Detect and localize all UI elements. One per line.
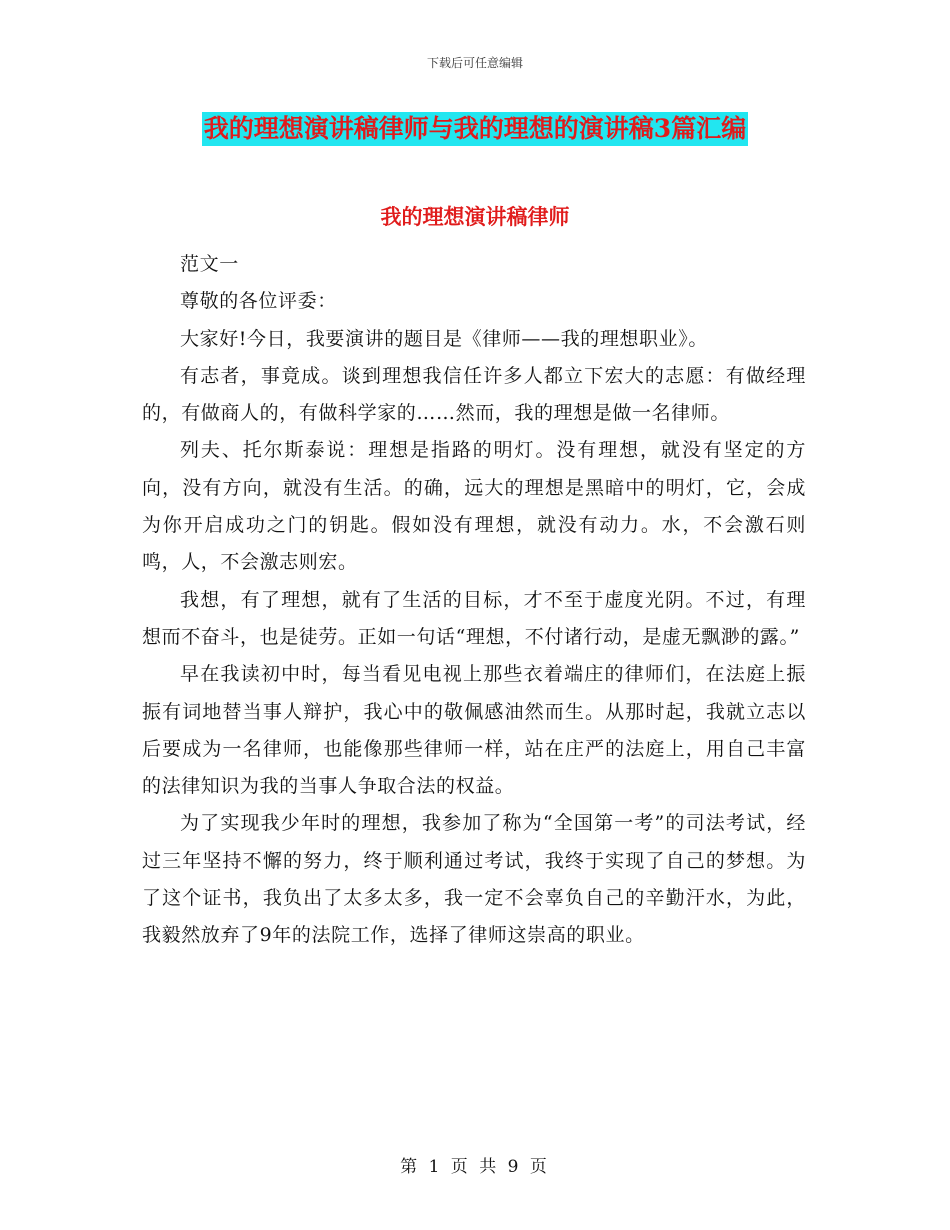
paragraph: 大家好!今日，我要演讲的题目是《律师——我的理想职业》。 [180,327,708,350]
paragraph: 我想，有了理想，就有了生活的目标，才不至于虚度光阴。不过，有理想而不奋斗，也是徒劳。正如一句话“理想，不付诸行动，是虚无飘渺的露。” [142,588,806,648]
page-number: 第 1 页 共 9 页 [400,1157,550,1177]
paragraph: 有志者，事竟成。谈到理想我信任许多人都立下宏大的志愿：有做经理的，有做商人的，有做科学家的……然而，我的理想是做一名律师。 [142,364,806,425]
body-text [142,246,806,955]
document-title-wrap [0,112,950,146]
paragraph: 早在我读初中时，每当看见电视上那些衣着端庄的律师们，在法庭上振振有词地替当事人辩护，我心中的敬佩感油然而生。从那时起，我就立志以后要成为一名律师，也能像那些律师一样，站在庄严的法庭上，用自己丰富的法律知识为我的当事人争取合法的权益。 [142,663,806,798]
paragraph: 范文一 [180,253,239,275]
paragraph: 尊敬的各位评委： [180,290,337,313]
paragraph: 为了实现我少年时的理想，我参加了称为“全国第一考”的司法考试，经过三年坚持不懈的努力，终于顺利通过考试，我终于实现了自己的梦想。为了这个证书，我负出了太多太多，我一定不会辜负自己的辛勤汗水，为此，我毅然放弃了9年的法院工作，选择了律师这崇高的职业。 [142,812,806,947]
document-title: 我的理想演讲稿律师与我的理想的演讲稿3篇汇编 [202,112,748,146]
section-title: 我的理想演讲稿律师 [380,204,570,229]
header-note: 下载后可任意编辑 [426,56,523,70]
paragraph: 列夫、托尔斯泰说：理想是指路的明灯。没有理想，就没有坚定的方向，没有方向，就没有生活。的确，远大的理想是黑暗中的明灯，它，会成为你开启成功之门的钥匙。假如没有理想，就没有动力。水，不会激石则鸣，人，不会激志则宏。 [142,439,806,574]
